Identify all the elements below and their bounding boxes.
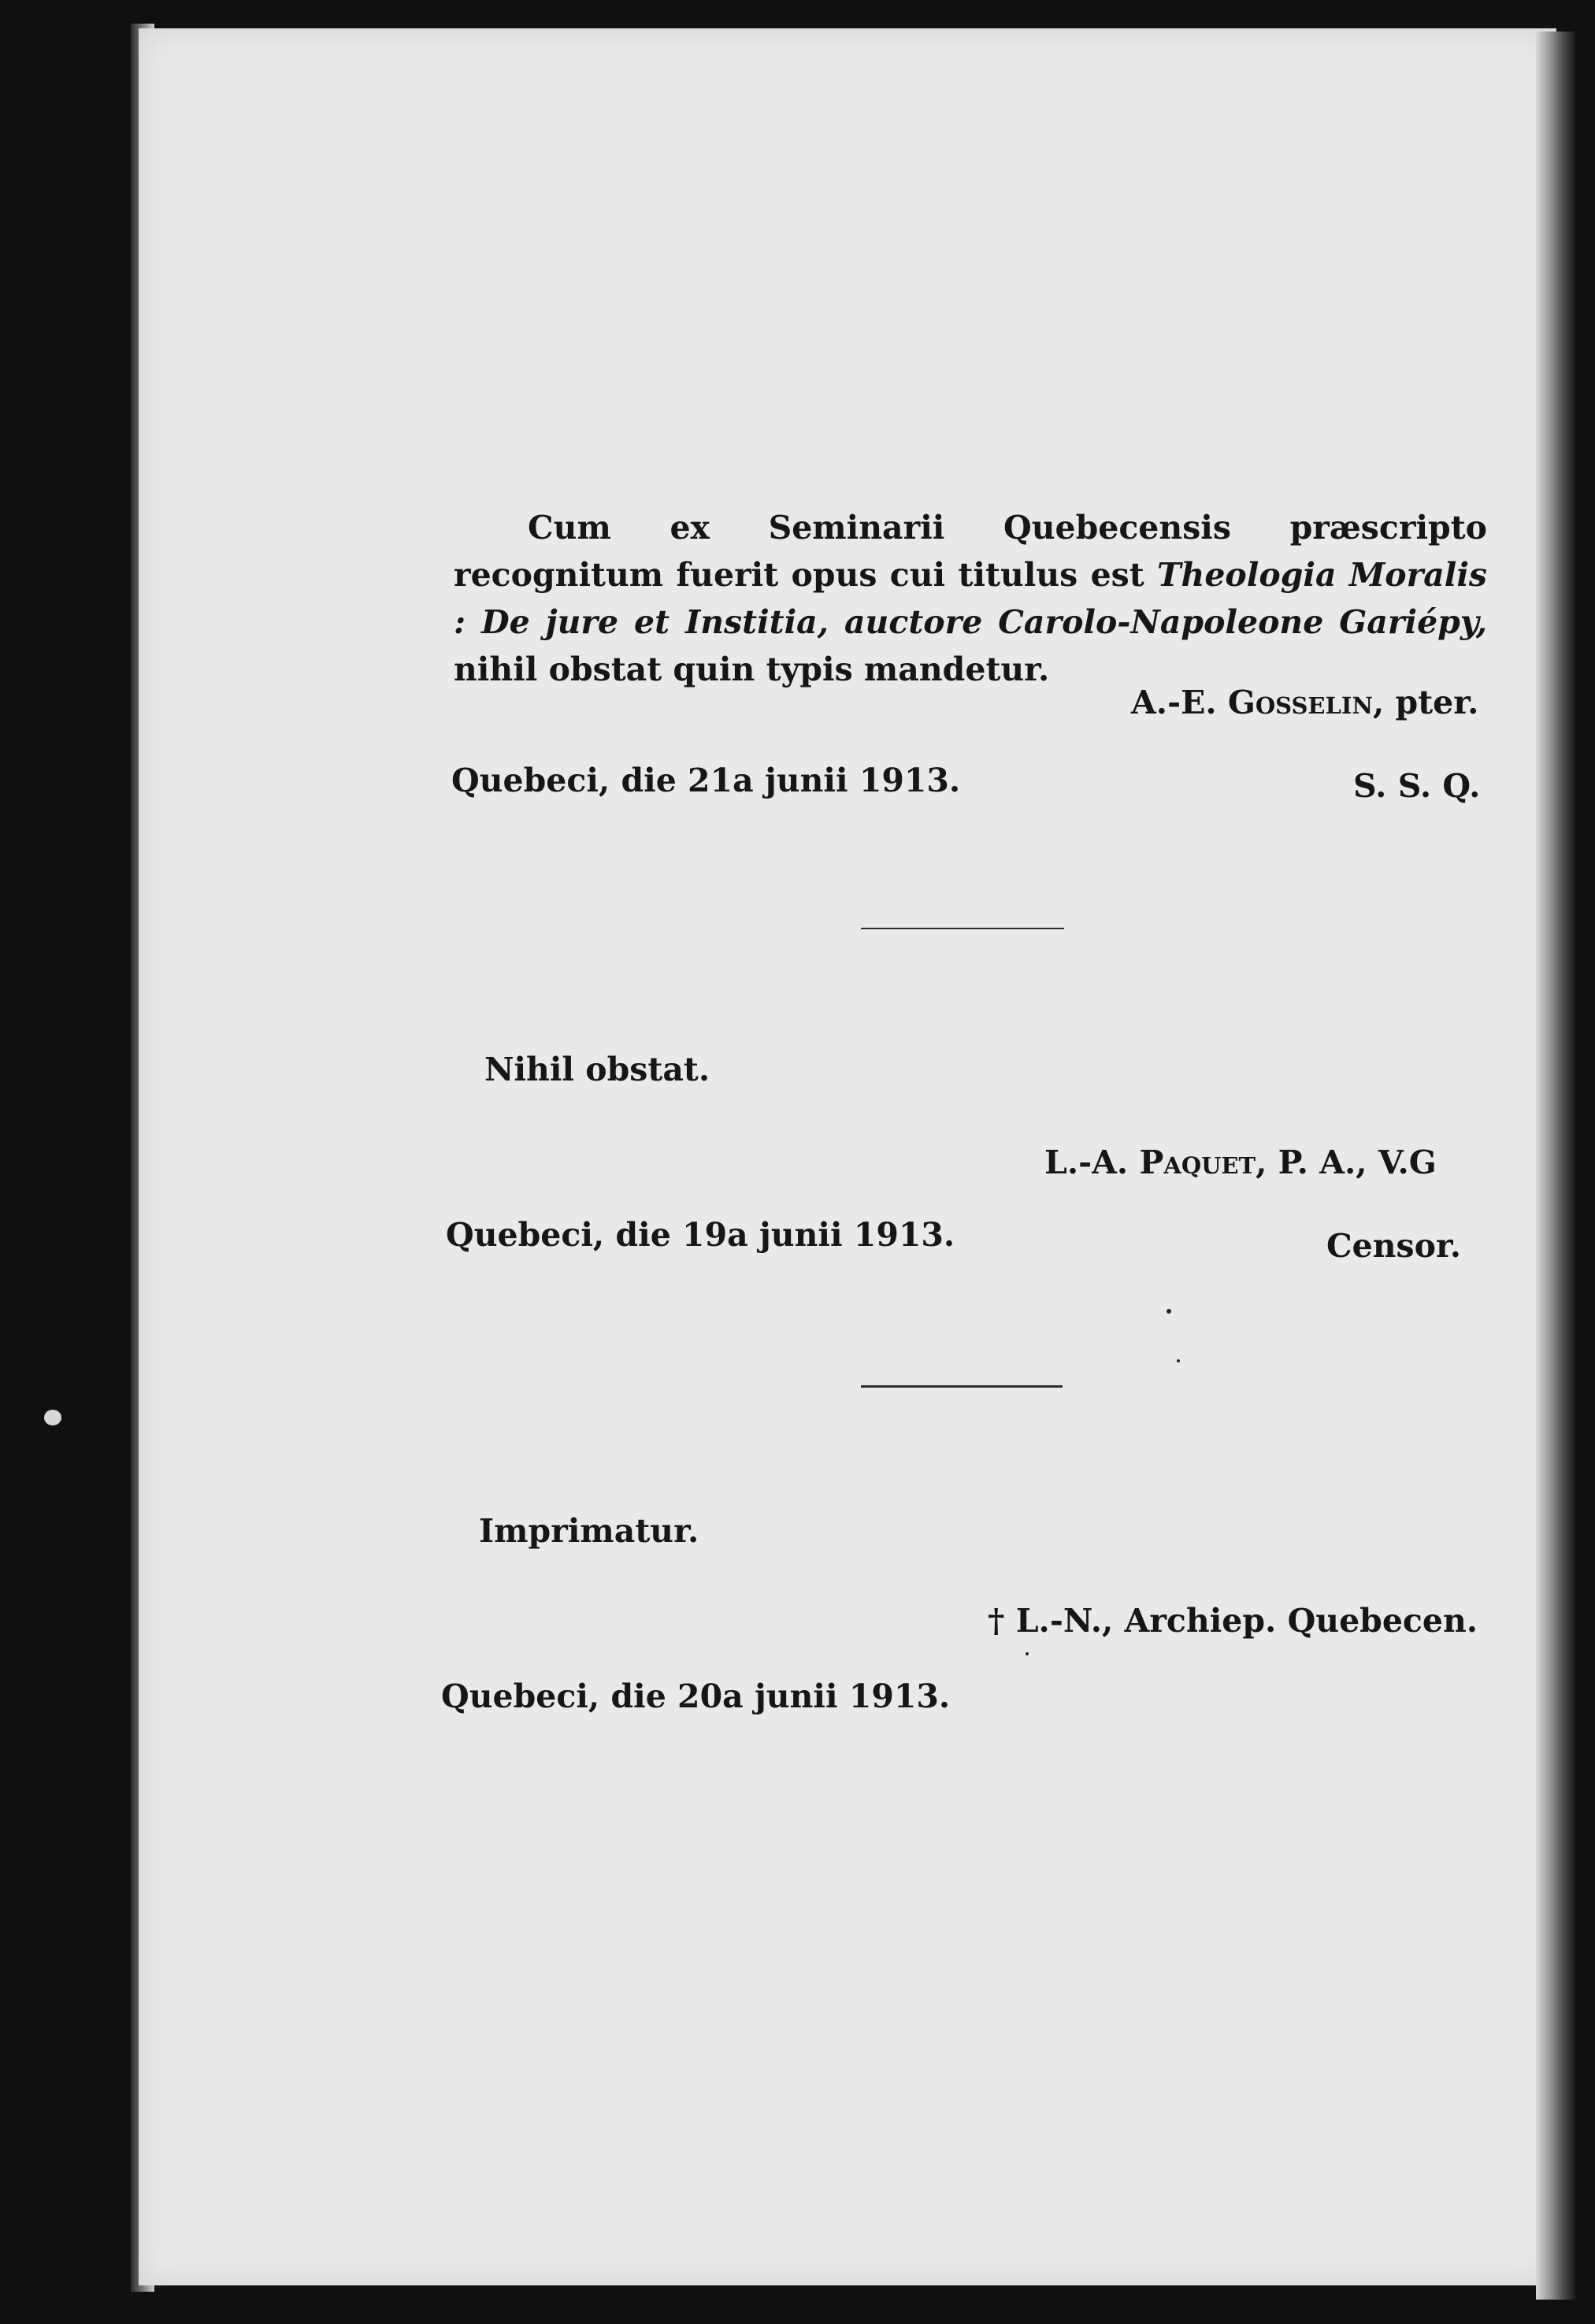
- paragraph-end: nihil obstat quin typis mandetur.: [454, 650, 1050, 688]
- page-right-edge: [1536, 32, 1575, 2300]
- scan-speck: [1167, 1309, 1171, 1314]
- paragraph-start: Cum ex Seminarii Quebecensis præscripto recognitum fuerit opus cui titulus est: [454, 509, 1487, 594]
- signature-suffix: , P. A., V.G: [1256, 1143, 1437, 1181]
- imprimatur-heading: Imprimatur.: [479, 1512, 699, 1550]
- divider-1: [861, 928, 1064, 929]
- divider-2: [861, 1385, 1063, 1388]
- book-title: Theologia Moralis : De jure et Institia, auctore Carolo-Napoleone Gariépy,: [454, 556, 1487, 641]
- signature-name: Gosselin: [1227, 684, 1373, 721]
- signature-initials: A.-E.: [1131, 684, 1228, 721]
- signature-title-ssq: S. S. Q.: [1353, 767, 1481, 805]
- signature-archbishop: † L.-N., Archiep. Quebecen.: [988, 1602, 1478, 1640]
- signature-gosselin: [1131, 684, 1478, 721]
- signature-initials: L.-A.: [1044, 1143, 1140, 1181]
- scan-speck: [1026, 1652, 1029, 1655]
- date-20-june: Quebeci, die 20a junii 1913.: [441, 1677, 951, 1715]
- scan-smudge: [44, 1410, 61, 1425]
- nihil-obstat-heading: Nihil obstat.: [484, 1051, 710, 1088]
- scan-speck: [1177, 1359, 1180, 1362]
- approbation-paragraph: [454, 504, 1487, 693]
- signature-paquet: [1044, 1143, 1437, 1181]
- signature-suffix: , pter.: [1373, 684, 1479, 721]
- signature-title-censor: Censor.: [1326, 1227, 1462, 1265]
- date-21-june: Quebeci, die 21a junii 1913.: [451, 762, 961, 799]
- signature-name: Paquet: [1139, 1143, 1256, 1181]
- date-19-june: Quebeci, die 19a junii 1913.: [446, 1216, 955, 1254]
